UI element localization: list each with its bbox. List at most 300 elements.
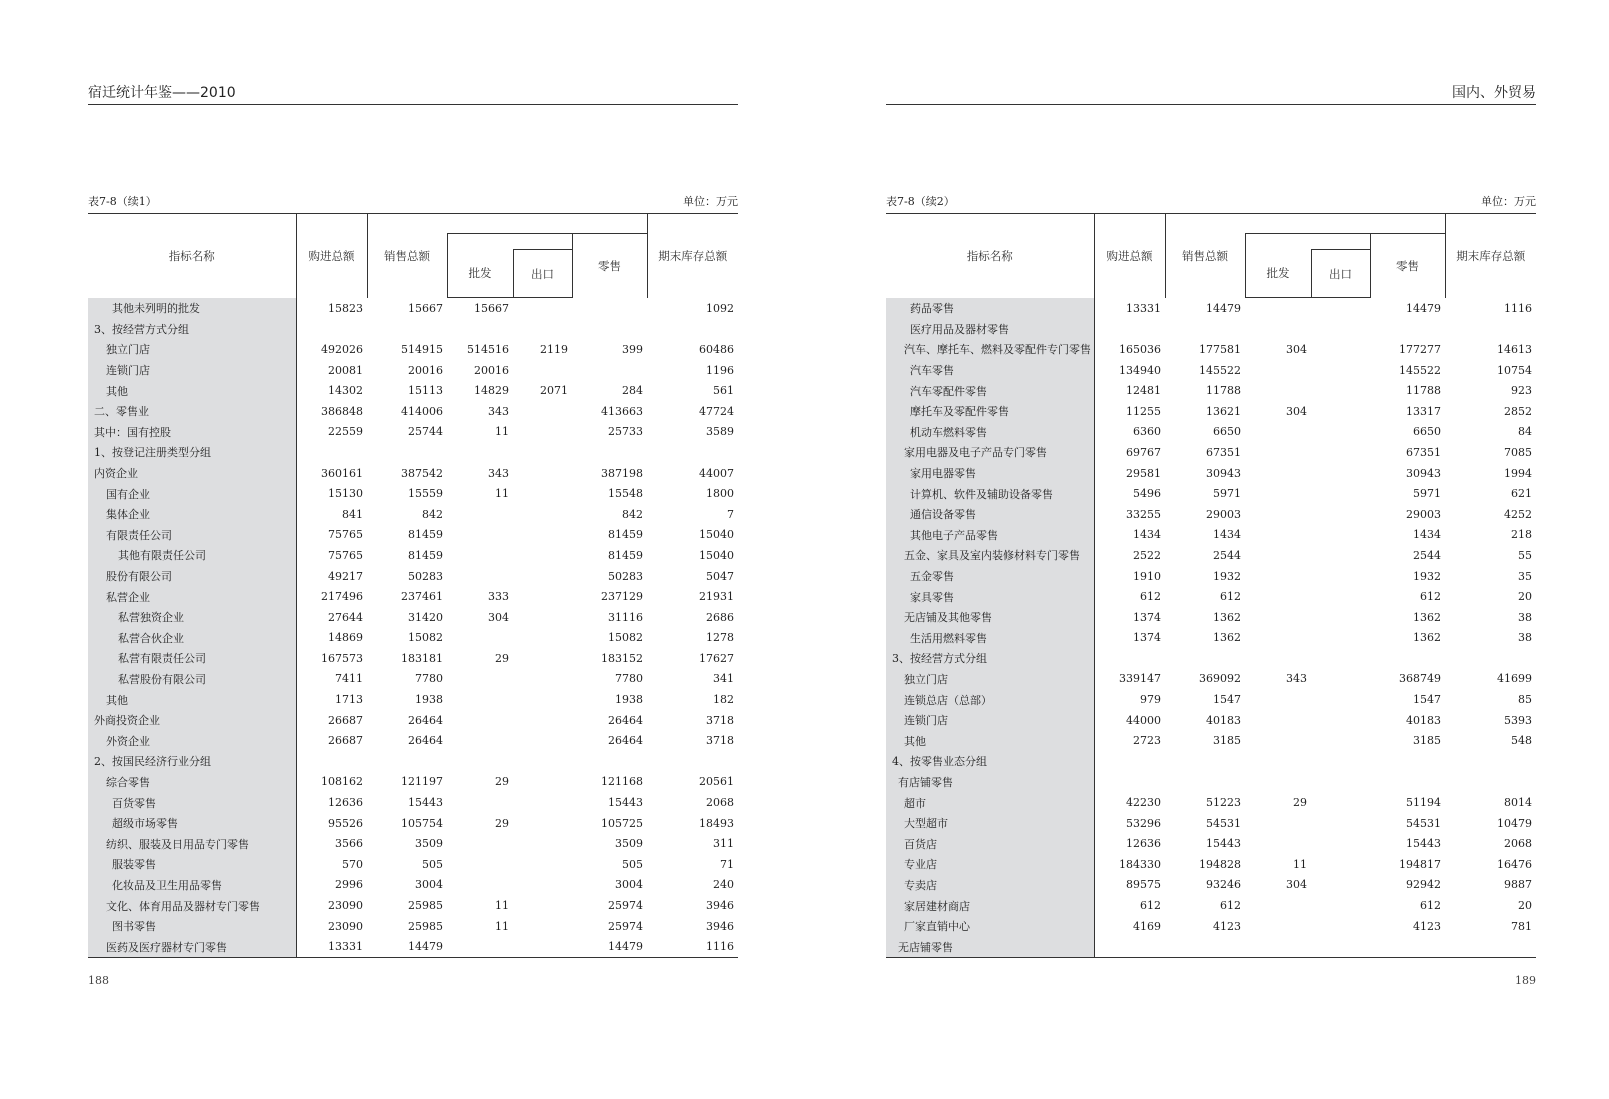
table-row: [88, 792, 738, 813]
row-label: 服装零售: [88, 854, 296, 875]
table-row: [886, 525, 1536, 546]
cell-export: [1311, 380, 1370, 401]
cell-export: [513, 463, 572, 484]
cell-sales: 25985: [408, 899, 443, 913]
cell-retail: 3004: [615, 878, 644, 892]
table-row: [886, 442, 1536, 463]
row-label: 家居建材商店: [886, 895, 1094, 916]
cell-wholesale: 29: [495, 651, 509, 665]
col-header-wholesale: 批发: [1245, 250, 1311, 298]
row-label: 五金零售: [886, 566, 1094, 587]
row-label: 独立门店: [88, 339, 296, 360]
cell-sales: 121197: [401, 775, 443, 789]
cell-inventory: 10754: [1497, 363, 1533, 377]
col-header-name: 指标名称: [88, 214, 296, 298]
cell-export: [513, 710, 572, 731]
cell-export: [1311, 319, 1370, 340]
cell-inventory: 218: [1511, 528, 1533, 542]
cell-sales: 14479: [1206, 301, 1241, 315]
row-label: 私营股份有限公司: [88, 669, 296, 690]
cell-export: 2119: [540, 342, 568, 356]
cell-export: [513, 689, 572, 710]
cell-retail: 51194: [1406, 796, 1442, 810]
col-header-purchase: 购进总额: [296, 214, 367, 298]
cell-inventory: 923: [1511, 384, 1533, 398]
row-label: 无店铺及其他零售: [886, 607, 1094, 628]
cell-sales: 612: [1220, 899, 1241, 913]
cell-purchase: 2996: [335, 878, 363, 892]
cell-purchase: 1374: [1133, 631, 1161, 645]
cell-wholesale: 11: [495, 487, 509, 501]
cell-purchase: 134940: [1119, 363, 1161, 377]
cell-wholesale: 29: [495, 775, 509, 789]
table-row: [88, 380, 738, 401]
cell-purchase: 89575: [1126, 878, 1161, 892]
cell-retail: 842: [622, 507, 644, 521]
cell-retail: 105725: [601, 816, 644, 830]
cell-sales: 67351: [1206, 445, 1241, 459]
table-row: [88, 730, 738, 751]
cell-purchase: 6360: [1133, 425, 1161, 439]
cell-retail: 26464: [608, 713, 644, 727]
table-row: [88, 710, 738, 731]
cell-purchase: 108162: [321, 775, 363, 789]
cell-inventory: 781: [1511, 919, 1533, 933]
cell-inventory: 41699: [1497, 672, 1533, 686]
row-label: 连锁总店（总部）: [886, 689, 1094, 710]
cell-purchase: [1094, 936, 1165, 957]
row-label: 汽车、摩托车、燃料及零配件专门零售: [886, 339, 1094, 360]
cell-export: [513, 916, 572, 937]
cell-purchase: 44000: [1126, 713, 1161, 727]
cell-inventory: 1278: [706, 631, 735, 645]
cell-inventory: 21931: [699, 590, 735, 604]
col-header-span: [447, 214, 647, 234]
cell-inventory: 240: [713, 878, 735, 892]
cell-wholesale: 29: [495, 816, 509, 830]
cell-wholesale: 343: [1286, 672, 1307, 686]
cell-purchase: [296, 319, 367, 340]
cell-export: [513, 504, 572, 525]
cell-retail: 13317: [1406, 404, 1442, 418]
table-row: [88, 525, 738, 546]
col-header-sales: 销售总额: [1165, 214, 1245, 298]
cell-purchase: 360161: [321, 466, 363, 480]
page-number: 189: [1515, 974, 1536, 987]
cell-wholesale: [1245, 710, 1311, 731]
cell-sales: 15443: [1206, 837, 1241, 851]
cell-sales: 1932: [1213, 569, 1241, 583]
cell-retail: 183152: [601, 651, 644, 665]
cell-purchase: [1094, 772, 1165, 793]
row-label: 汽车零售: [886, 360, 1094, 381]
cell-sales: 3004: [415, 878, 443, 892]
cell-sales: 14479: [367, 936, 447, 957]
table-row: [88, 628, 738, 649]
col-header-purchase: 购进总额: [1094, 214, 1165, 298]
cell-retail: 121168: [601, 775, 644, 789]
cell-inventory: 15040: [699, 548, 735, 562]
cell-inventory: 1116: [1504, 301, 1533, 315]
row-label: 有限责任公司: [88, 525, 296, 546]
cell-sales: 3509: [415, 837, 443, 851]
cell-wholesale: [447, 504, 513, 525]
cell-export: 2071: [540, 384, 568, 398]
cell-purchase: 20081: [328, 363, 363, 377]
cell-purchase: 570: [342, 857, 363, 871]
cell-wholesale: [447, 566, 513, 587]
cell-wholesale: [1245, 360, 1311, 381]
cell-wholesale: [447, 545, 513, 566]
cell-inventory: [647, 751, 738, 772]
table-row: [886, 813, 1536, 834]
table-row: [886, 669, 1536, 690]
cell-purchase: 27644: [328, 610, 363, 624]
cell-retail: 237129: [601, 590, 644, 604]
cell-sales: [1165, 936, 1245, 957]
row-label: 其他: [88, 380, 296, 401]
cell-wholesale: [1245, 566, 1311, 587]
cell-purchase: 33255: [1126, 507, 1161, 521]
cell-purchase: 12481: [1126, 384, 1161, 398]
cell-purchase: 386848: [321, 404, 363, 418]
cell-export: [1311, 545, 1370, 566]
cell-purchase: 492026: [321, 342, 363, 356]
cell-wholesale: [1245, 936, 1311, 957]
cell-export: [513, 628, 572, 649]
cell-sales: 93246: [1206, 878, 1241, 892]
running-header: 宿迁统计年鉴——2010: [88, 82, 738, 105]
col-header-retail: 零售: [1370, 234, 1445, 298]
cell-purchase: 979: [1140, 693, 1161, 707]
cell-retail: 2544: [1413, 548, 1442, 562]
cell-export: [513, 607, 572, 628]
cell-export: [513, 483, 572, 504]
cell-sales: 40183: [1206, 713, 1241, 727]
col-header-spacer: [447, 234, 572, 250]
cell-export: [1311, 360, 1370, 381]
cell-wholesale: [1245, 380, 1311, 401]
cell-wholesale: 343: [488, 466, 509, 480]
page-number: 188: [88, 974, 109, 987]
row-label: 私营有限责任公司: [88, 648, 296, 669]
cell-retail: 505: [622, 857, 644, 871]
cell-export: [1311, 854, 1370, 875]
cell-export: [513, 545, 572, 566]
cell-retail: 5971: [1413, 487, 1442, 501]
cell-retail: [1370, 772, 1445, 793]
cell-retail: 40183: [1406, 713, 1442, 727]
table-row: [88, 360, 738, 381]
cell-purchase: 15130: [328, 487, 363, 501]
cell-export: [1311, 422, 1370, 443]
cell-retail: 15548: [608, 487, 644, 501]
row-label: 其他未列明的批发: [88, 298, 296, 319]
cell-wholesale: [1245, 545, 1311, 566]
cell-inventory: 60486: [699, 342, 735, 356]
cell-inventory: 3718: [706, 734, 735, 748]
cell-retail: [572, 751, 647, 772]
cell-retail: [572, 319, 647, 340]
table-row: [88, 936, 738, 957]
cell-sales: 842: [422, 507, 443, 521]
cell-inventory: 20561: [699, 775, 735, 789]
cell-export: [1311, 689, 1370, 710]
cell-retail: 11788: [1406, 384, 1442, 398]
row-label: 其他电子产品零售: [886, 525, 1094, 546]
cell-sales: 15082: [408, 631, 443, 645]
row-label: 3、按经营方式分组: [886, 648, 1094, 669]
cell-inventory: 16476: [1497, 857, 1533, 871]
cell-inventory: [1445, 772, 1536, 793]
cell-purchase: [296, 751, 367, 772]
cell-inventory: 621: [1511, 487, 1533, 501]
table-row: [886, 319, 1536, 340]
cell-purchase: 339147: [1119, 672, 1161, 686]
cell-purchase: 12636: [328, 796, 363, 810]
table-row: [886, 710, 1536, 731]
table-row: [886, 504, 1536, 525]
cell-retail: 399: [622, 342, 644, 356]
row-label: 外商投资企业: [88, 710, 296, 731]
cell-wholesale: [1245, 730, 1311, 751]
cell-sales: 237461: [401, 590, 443, 604]
table-row: [886, 401, 1536, 422]
cell-sales: 1362: [1213, 631, 1241, 645]
table-row: [88, 545, 738, 566]
cell-sales: 505: [422, 857, 443, 871]
col-header-sales: 销售总额: [367, 214, 447, 298]
cell-retail: 25974: [608, 919, 644, 933]
cell-inventory: 38: [1518, 631, 1533, 645]
cell-sales: 514915: [401, 342, 443, 356]
table-row: [886, 483, 1536, 504]
cell-wholesale: [1245, 895, 1311, 916]
table-row: [88, 298, 738, 319]
table-caption: 表7-8（续1）: [88, 195, 157, 208]
cell-retail: 81459: [608, 528, 644, 542]
cell-wholesale: [447, 854, 513, 875]
cell-inventory: 20: [1518, 590, 1533, 604]
cell-wholesale: 29: [1293, 796, 1307, 810]
cell-wholesale: [1245, 772, 1311, 793]
cell-retail: 50283: [608, 569, 644, 583]
cell-purchase: [1094, 751, 1165, 772]
table-row: [88, 648, 738, 669]
cell-wholesale: 20016: [474, 363, 509, 377]
cell-sales: 29003: [1206, 507, 1241, 521]
cell-inventory: 7: [727, 507, 735, 521]
cell-purchase: 13331: [296, 936, 367, 957]
table-row: [88, 916, 738, 937]
cell-retail: 1362: [1413, 610, 1442, 624]
table-row: [88, 772, 738, 793]
cell-inventory: 71: [720, 857, 735, 871]
cell-wholesale: [447, 730, 513, 751]
cell-wholesale: [447, 792, 513, 813]
cell-purchase: 53296: [1126, 816, 1161, 830]
cell-sales: 11788: [1206, 384, 1241, 398]
cell-inventory: 5047: [706, 569, 735, 583]
row-label: 4、按零售业态分组: [886, 751, 1094, 772]
table-row: [886, 545, 1536, 566]
cell-retail: 387198: [601, 466, 644, 480]
cell-purchase: 23090: [328, 919, 363, 933]
cell-retail: 15082: [608, 631, 644, 645]
cell-purchase: 22559: [328, 425, 363, 439]
cell-sales: 31420: [408, 610, 443, 624]
cell-retail: 30943: [1406, 466, 1442, 480]
row-label: 大型超市: [886, 813, 1094, 834]
cell-export: [513, 422, 572, 443]
cell-export: [1311, 710, 1370, 731]
cell-retail: [572, 360, 647, 381]
cell-retail: [1370, 319, 1445, 340]
cell-purchase: 5496: [1133, 487, 1161, 501]
cell-retail: 612: [1420, 899, 1442, 913]
table-caption-bar: [88, 193, 738, 209]
row-label: 3、按经营方式分组: [88, 319, 296, 340]
table-caption-bar: [886, 193, 1536, 209]
cell-export: [513, 875, 572, 896]
row-label: 机动车燃料零售: [886, 422, 1094, 443]
cell-export: [1311, 298, 1370, 319]
cell-export: [513, 792, 572, 813]
cell-purchase: 612: [1140, 590, 1161, 604]
row-label: 其他: [886, 730, 1094, 751]
cell-wholesale: 11: [495, 899, 509, 913]
cell-wholesale: [1245, 319, 1311, 340]
row-label: 连锁门店: [886, 710, 1094, 731]
row-label: 家具零售: [886, 586, 1094, 607]
table-row: [88, 339, 738, 360]
cell-inventory: 2686: [706, 610, 735, 624]
cell-wholesale: [447, 525, 513, 546]
cell-sales: 1938: [415, 693, 443, 707]
table-row: [886, 916, 1536, 937]
cell-purchase: 2723: [1133, 734, 1161, 748]
cell-wholesale: 14829: [474, 384, 509, 398]
cell-wholesale: [447, 936, 513, 957]
cell-export: [513, 772, 572, 793]
cell-inventory: 7085: [1504, 445, 1533, 459]
table-row: [88, 751, 738, 772]
cell-sales: 26464: [408, 734, 443, 748]
cell-export: [513, 401, 572, 422]
cell-inventory: 561: [713, 384, 735, 398]
cell-export: [513, 586, 572, 607]
cell-retail: 14479: [1406, 301, 1442, 315]
cell-sales: 387542: [401, 466, 443, 480]
cell-sales: 5971: [1213, 487, 1241, 501]
cell-export: [1311, 751, 1370, 772]
cell-wholesale: [1245, 833, 1311, 854]
cell-export: [1311, 669, 1370, 690]
cell-sales: [1165, 772, 1245, 793]
cell-export: [513, 854, 572, 875]
cell-purchase: 14869: [328, 631, 363, 645]
cell-export: [513, 751, 572, 772]
table-row: [88, 833, 738, 854]
cell-retail: 194817: [1399, 857, 1442, 871]
running-header: 国内、外贸易: [886, 82, 1536, 105]
cell-wholesale: [1245, 525, 1311, 546]
table-row: [88, 689, 738, 710]
cell-inventory: 85: [1518, 693, 1533, 707]
table-row: [886, 875, 1536, 896]
cell-purchase: [296, 442, 367, 463]
cell-purchase: 23090: [328, 899, 363, 913]
table-row: [886, 360, 1536, 381]
row-label: 生活用燃料零售: [886, 628, 1094, 649]
row-label: 摩托车及零配件零售: [886, 401, 1094, 422]
cell-export: [1311, 916, 1370, 937]
cell-inventory: 9887: [1504, 878, 1533, 892]
cell-wholesale: 304: [1286, 878, 1307, 892]
table-body: [886, 298, 1536, 958]
cell-inventory: 4252: [1504, 507, 1533, 521]
row-label: 私营独资企业: [88, 607, 296, 628]
cell-sales: 183181: [401, 651, 443, 665]
cell-retail: 7780: [615, 672, 644, 686]
cell-purchase: 29581: [1126, 466, 1161, 480]
cell-sales: 145522: [1199, 363, 1241, 377]
cell-purchase: 69767: [1126, 445, 1161, 459]
row-label: 二、零售业: [88, 401, 296, 422]
cell-inventory: 2852: [1504, 404, 1533, 418]
cell-inventory: 35: [1518, 569, 1533, 583]
row-label: 2、按国民经济行业分组: [88, 751, 296, 772]
cell-retail: 1434: [1413, 528, 1442, 542]
row-label: 股份有限公司: [88, 566, 296, 587]
cell-export: [513, 648, 572, 669]
cell-purchase: 1910: [1133, 569, 1161, 583]
cell-purchase: 1713: [335, 693, 363, 707]
cell-wholesale: 333: [488, 590, 509, 604]
cell-export: [1311, 339, 1370, 360]
cell-inventory: 1092: [706, 301, 735, 315]
cell-sales: [1165, 751, 1245, 772]
col-header-export: 出口: [513, 250, 572, 298]
cell-wholesale: [1245, 483, 1311, 504]
unit-label: 单位：万元: [683, 195, 738, 208]
row-label: 通信设备零售: [886, 504, 1094, 525]
cell-sales: 1362: [1213, 610, 1241, 624]
cell-purchase: 167573: [321, 651, 363, 665]
cell-retail: 25733: [608, 425, 644, 439]
cell-sales: 54531: [1206, 816, 1241, 830]
cell-inventory: 182: [713, 693, 735, 707]
table-header: [886, 214, 1536, 298]
cell-inventory: 55: [1518, 548, 1533, 562]
cell-inventory: [1445, 319, 1536, 340]
cell-export: [1311, 936, 1370, 957]
cell-wholesale: [447, 875, 513, 896]
cell-sales: 15443: [408, 796, 443, 810]
cell-purchase: 2522: [1133, 548, 1161, 562]
cell-retail: [572, 442, 647, 463]
table-row: [886, 689, 1536, 710]
cell-retail: 284: [622, 384, 644, 398]
cell-sales: 612: [1220, 590, 1241, 604]
cell-wholesale: [1245, 751, 1311, 772]
cell-purchase: 26687: [328, 713, 363, 727]
row-label: 连锁门店: [88, 360, 296, 381]
cell-purchase: 11255: [1126, 404, 1161, 418]
cell-sales: 4123: [1213, 919, 1241, 933]
cell-wholesale: [447, 442, 513, 463]
cell-inventory: 3589: [706, 425, 735, 439]
